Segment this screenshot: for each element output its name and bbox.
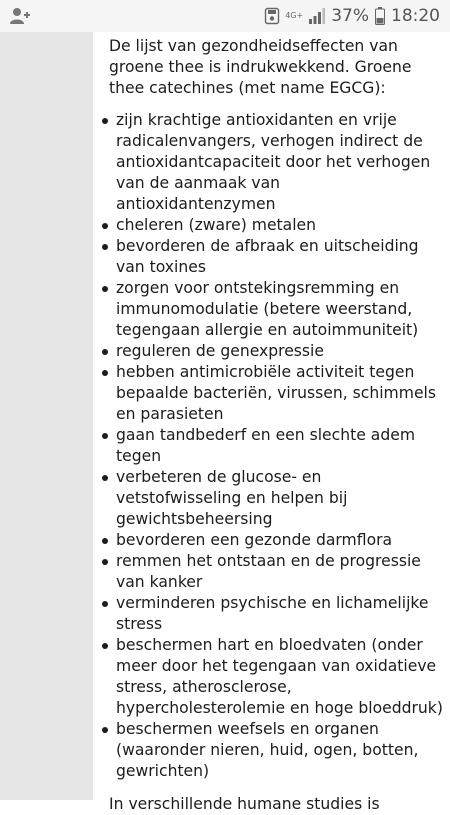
add-contact-icon bbox=[10, 7, 30, 25]
status-icons bbox=[265, 4, 440, 28]
list-item-text: cheleren (zware) metalen bbox=[116, 216, 317, 234]
article-content bbox=[93, 32, 450, 813]
list-item bbox=[93, 530, 444, 551]
list-item bbox=[93, 362, 444, 425]
bullet-icon bbox=[102, 223, 108, 229]
battery-icon bbox=[375, 7, 385, 25]
list-item-text: bevorderen een gezonde darmflora bbox=[116, 531, 393, 549]
save-icon bbox=[265, 8, 279, 24]
effects-list bbox=[93, 110, 444, 782]
status-bar bbox=[0, 0, 450, 32]
list-item-text: gaan tandbederf en een slechte adem tegen bbox=[116, 426, 416, 465]
bullet-icon bbox=[102, 727, 108, 733]
list-item bbox=[93, 551, 444, 593]
list-item-text: beschermen hart en bloedvaten (onder meer door het tegengaan van oxidatieve stress, atherosclerose, hypercholesterolemie en hoge bloeddruk) bbox=[116, 636, 443, 717]
bullet-icon bbox=[102, 538, 108, 544]
list-item bbox=[93, 110, 444, 215]
list-item-text: bevorderen de afbraak en uitscheiding van toxines bbox=[116, 237, 419, 276]
battery-percent: 37% bbox=[331, 6, 369, 26]
bullet-icon bbox=[102, 370, 108, 376]
list-item bbox=[93, 719, 444, 782]
list-item bbox=[93, 425, 444, 467]
list-item bbox=[93, 593, 444, 635]
list-item-text: zijn krachtige antioxidanten en vrije radicalenvangers, verhogen indirect de antioxidantcapaciteit door het verhogen van de aanmaak van antioxidantenzymen bbox=[116, 111, 431, 213]
list-item bbox=[93, 635, 444, 719]
list-item-text: verbeteren de glucose- en vetstofwisseling en helpen bij gewichtsbeheersing bbox=[116, 468, 348, 528]
list-item-text: verminderen psychische en lichamelijke stress bbox=[116, 594, 429, 633]
bullet-icon bbox=[102, 244, 108, 250]
list-item bbox=[93, 215, 444, 236]
bullet-icon bbox=[102, 433, 108, 439]
bullet-icon bbox=[102, 643, 108, 649]
network-type: 4G+ bbox=[285, 11, 304, 20]
bullet-icon bbox=[102, 475, 108, 481]
list-item-text: zorgen voor ontstekingsremming en immunomodulatie (betere weerstand, tegengaan allergie en autoimmuniteit) bbox=[116, 279, 419, 339]
list-item bbox=[93, 467, 444, 530]
list-item bbox=[93, 236, 444, 278]
bullet-icon bbox=[102, 601, 108, 607]
list-item-text: remmen het ontstaan en de progressie van kanker bbox=[116, 552, 421, 591]
signal-icon bbox=[309, 8, 325, 24]
left-panel bbox=[0, 32, 93, 800]
list-item-text: reguleren de genexpressie bbox=[116, 342, 324, 360]
clock: 18:20 bbox=[391, 6, 440, 26]
bullet-icon bbox=[102, 349, 108, 355]
list-item bbox=[93, 278, 444, 341]
outro-paragraph: In verschillende humane studies is bbox=[109, 795, 380, 813]
bullet-icon bbox=[102, 286, 108, 292]
intro-paragraph: De lijst van gezondheidseffecten van groene thee is indrukwekkend. Groene thee catechines (met name EGCG): bbox=[109, 37, 412, 97]
list-item-text: beschermen weefsels en organen (waaronder nieren, huid, ogen, botten, gewrichten) bbox=[116, 720, 419, 780]
bullet-icon bbox=[102, 559, 108, 565]
list-item-text: hebben antimicrobiële activiteit tegen bepaalde bacteriën, virussen, schimmels en parasieten bbox=[116, 363, 436, 423]
list-item bbox=[93, 341, 444, 362]
bullet-icon bbox=[102, 118, 108, 124]
